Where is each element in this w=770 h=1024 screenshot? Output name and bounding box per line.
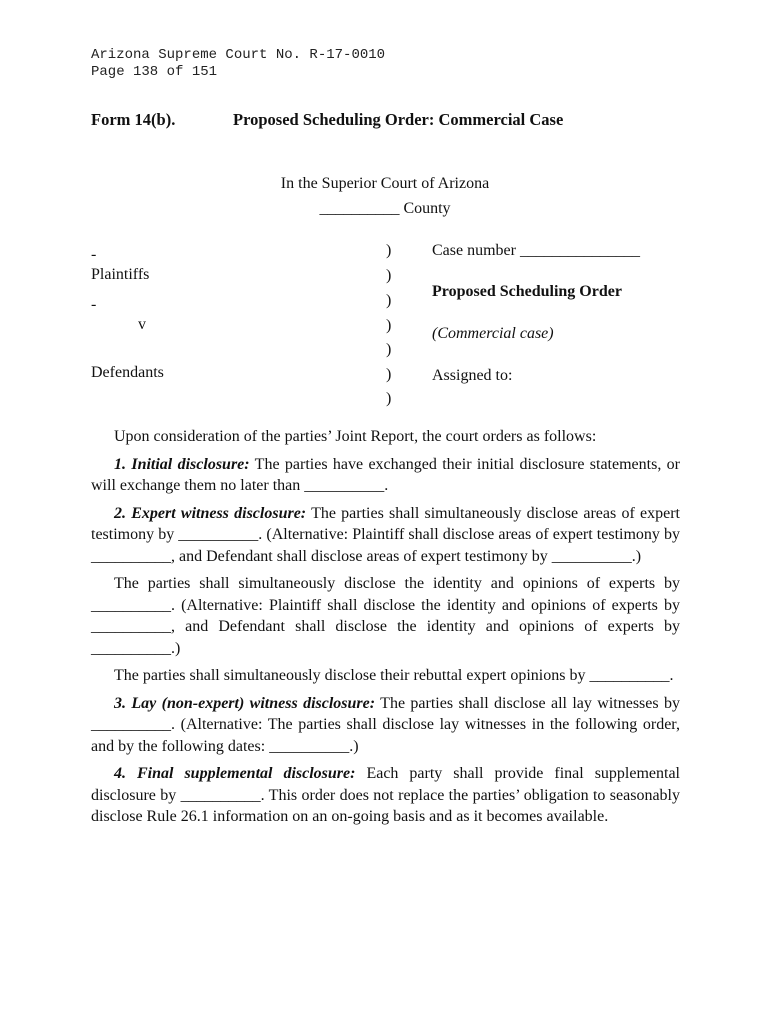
assigned-to-label: Assigned to: [432, 367, 513, 384]
form-number: Form 14(b). [91, 110, 176, 129]
caption-bracket: ) [386, 242, 392, 259]
intro-paragraph: Upon consideration of the parties’ Joint Report, the court orders as follows: [114, 428, 597, 445]
plaintiff-blank: - [91, 246, 97, 263]
defendant-blank: - [91, 296, 97, 313]
court-name: In the Superior Court of Arizona [280, 175, 490, 192]
order-body [91, 426, 680, 834]
case-type: (Commercial case) [432, 325, 554, 342]
expert-disclosure-paragraph: 2. Expert witness disclosure: The parties shall simultaneously disclose areas of expert testimony by __________. (Alternative: Plaintiff shall disclose areas of expert testimony by __________, and Defendant shall disclose areas of expert testimony by __________.) [91, 504, 680, 565]
final-supplemental-paragraph: 4. Final supplemental disclosure: Each party shall provide final supplemental disclosure by __________. This order does not replace the parties’ obligation to seasonably disclose Rule 26.1 information on an on-going basis and as it becomes available. [91, 765, 681, 825]
caption-bracket: ) [386, 341, 392, 358]
section-heading: 1. Initial disclosure: [114, 455, 250, 473]
caption-bracket: ) [386, 317, 392, 334]
section-heading: 3. Lay (non-expert) witness disclosure: [114, 694, 376, 712]
defendants-label: Defendants [91, 364, 164, 381]
caption-bracket: ) [386, 366, 392, 383]
rebuttal-opinions-paragraph: The parties shall simultaneously disclose their rebuttal expert opinions by __________. [114, 667, 674, 684]
section-heading: 4. Final supplemental disclosure: [114, 765, 356, 782]
expert-opinions-paragraph: The parties shall simultaneously disclose the identity and opinions of experts by __________. (Alternative: Plaintiff shall disclose the identity and opinions of experts by __________, and Defendant shall disclose the identity and opinions of experts by __________.) [91, 575, 680, 657]
caption-bracket: ) [386, 390, 392, 407]
header-court-number: Arizona Supreme Court No. R-17-0010 [91, 47, 386, 63]
lay-witness-paragraph: 3. Lay (non-expert) witness disclosure: The parties shall disclose all lay witnesses by __________. (Alternative: The parties shall disclose lay witnesses in the following order, and by the following dates: __________.) [91, 694, 680, 755]
header-page-number: Page 138 of 151 [91, 64, 218, 80]
form-title: Proposed Scheduling Order: Commercial Case [233, 110, 564, 129]
court-county: __________ County [319, 200, 451, 217]
section-heading: 2. Expert witness disclosure: [114, 504, 307, 522]
caption-bracket: ) [386, 292, 392, 309]
case-number-field: Case number _______________ [432, 242, 640, 259]
initial-disclosure-paragraph: 1. Initial disclosure: The parties have exchanged their initial disclosure statements, or will exchange them no later than __________. [91, 455, 681, 494]
plaintiffs-label: Plaintiffs [91, 266, 150, 283]
order-title: Proposed Scheduling Order [432, 283, 622, 300]
caption-bracket: ) [386, 267, 392, 284]
versus-label: v [138, 316, 146, 333]
